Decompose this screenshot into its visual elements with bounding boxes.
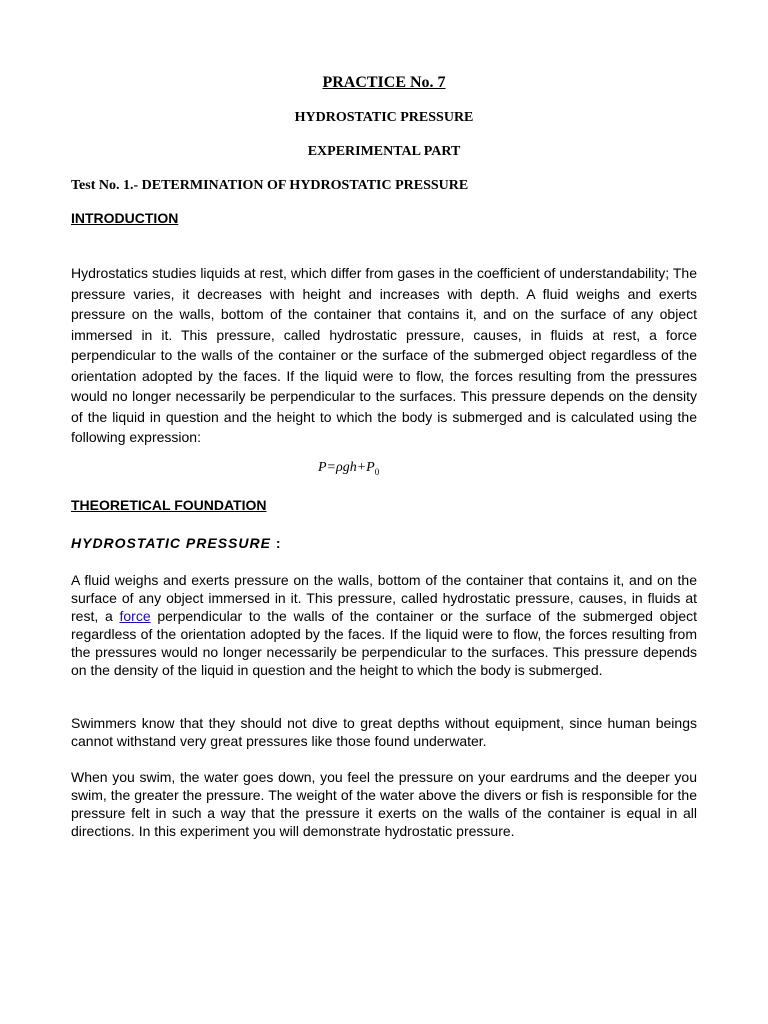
- hydrostatic-subheading-suffix: :: [270, 535, 282, 551]
- section-title: EXPERIMENTAL PART: [307, 144, 461, 159]
- formula-subscript: 0: [374, 466, 380, 477]
- document-title: PRACTICE No. 7: [322, 74, 446, 91]
- test-title: Test No. 1.- DETERMINATION OF HYDROSTATIC PRESSURE: [71, 178, 469, 193]
- introduction-heading: INTRODUCTION: [71, 210, 179, 226]
- force-link[interactable]: force: [119, 608, 151, 624]
- hydrostatic-subheading-text: HYDROSTATIC PRESSURE: [71, 535, 271, 551]
- pressure-formula: [318, 460, 379, 477]
- theory-p1-before: A fluid weighs and exerts pressure on the walls, bottom of the container that contains it, and on the surface of any object immersed in it. This pressure, called hydrostatic pressure, causes, in fluids at rest, a: [71, 572, 697, 624]
- document-subtitle: HYDROSTATIC PRESSURE: [294, 110, 474, 125]
- hydrostatic-subheading: [71, 535, 282, 551]
- theory-paragraph-1: [71, 571, 697, 679]
- theory-p1-after: perpendicular to the walls of the container or the surface of the submerged object regardless of the orientation adopted by the faces. If the liquid were to flow, the forces resulting from the pressures would no longer necessarily be perpendicular to the surfaces. This pressure depends on the density of the liquid in question and the height to which the body is submerged.: [71, 608, 697, 678]
- theory-paragraph-2: Swimmers know that they should not dive to great depths without equipment, since human beings cannot withstand very great pressures like those found underwater.: [71, 715, 697, 749]
- introduction-paragraph: Hydrostatics studies liquids at rest, which differ from gases in the coefficient of understandability; The pressure varies, it decreases with height and increases with depth. A fluid weighs and exerts pressure on the walls, bottom of the container that contains it, and on the surface of any object immersed in it. This pressure, called hydrostatic pressure, causes, in fluids at rest, a force perpendicular to the walls of the container or the surface of the submerged object regardless of the orientation adopted by the faces. If the liquid were to flow, the forces resulting from the pressures would no longer necessarily be perpendicular to the surfaces. This pressure depends on the density of the liquid in question and the height to which the body is submerged and is calculated using the following expression:: [71, 265, 697, 445]
- theory-heading: THEORETICAL FOUNDATION: [71, 497, 267, 513]
- theory-paragraph-3: When you swim, the water goes down, you feel the pressure on your eardrums and the deeper you swim, the greater the pressure. The weight of the water above the divers or fish is responsible for the pressure felt in such a way that the pressure it exerts on the walls of the container is equal in all directions. In this experiment you will demonstrate hydrostatic pressure.: [71, 769, 697, 839]
- formula-main: P=ρgh+P: [318, 460, 375, 475]
